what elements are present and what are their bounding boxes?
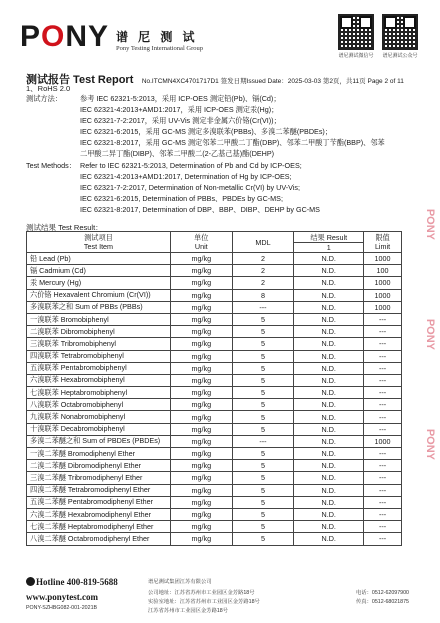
cell-test-item: 铅 Lead (Pb)	[27, 253, 171, 265]
method-label: 测试方法：	[26, 94, 62, 103]
cell-limit: ---	[364, 313, 402, 325]
method-text: IEC 62321-8:2017，采用 GC-MS 测定邻苯二甲酸二丁酯(DBP)、邻苯二甲酸丁苄酯(BBP)、邻苯	[80, 138, 385, 148]
method-line	[26, 193, 320, 204]
method-line	[26, 115, 385, 126]
table-row	[27, 472, 402, 484]
method-line	[26, 160, 320, 171]
table-row	[27, 460, 402, 472]
cell-test-item: 七溴联苯 Heptabromobiphenyl	[27, 387, 171, 399]
table-row	[27, 265, 402, 277]
method-text: IEC 62321-7-2:2017，采用 UV-Vis 测定非金属六价铬(Cr(VI))；	[80, 116, 281, 126]
cell-limit: 1000	[364, 435, 402, 447]
cell-mdl: 2	[232, 253, 294, 265]
cell-test-item: 镉 Cadmium (Cd)	[27, 265, 171, 277]
cell-unit: mg/kg	[170, 508, 232, 520]
phone-icon	[26, 577, 35, 586]
watermark-text: PONY	[424, 318, 436, 350]
method-text: 参考 IEC 62321-5:2013，采用 ICP-OES 测定铅(Pb)、镉(Cd)；	[80, 94, 281, 103]
telephone: 电话：0512-62097900	[356, 590, 410, 596]
cell-mdl: 5	[232, 460, 294, 472]
cell-result: N.D.	[294, 435, 364, 447]
cell-test-item: 八溴联苯 Octabromobiphenyl	[27, 399, 171, 411]
cell-unit: mg/kg	[170, 265, 232, 277]
test-result-table	[26, 231, 402, 546]
cell-limit: 1000	[364, 301, 402, 313]
cell-limit: ---	[364, 399, 402, 411]
company-address: 公司地址：江苏省苏州市工业园区金芳路18号	[148, 590, 255, 596]
cell-unit: mg/kg	[170, 411, 232, 423]
form-code: PONY-SZHBG082-001-2021B	[26, 605, 98, 611]
method-line	[26, 104, 385, 115]
method-text: IEC 62321-4:2013+AMD1:2017, Determination of Hg by ICP-OES;	[80, 172, 292, 182]
table-row	[27, 374, 402, 386]
cell-result: N.D.	[294, 253, 364, 265]
method-text: IEC 62321-6:2015, Determination of PBBs、PBDEs by GC-MS;	[80, 194, 283, 204]
cell-result: N.D.	[294, 484, 364, 496]
table-row	[27, 399, 402, 411]
cell-mdl: 8	[232, 289, 294, 301]
cell-unit: mg/kg	[170, 326, 232, 338]
cell-result: N.D.	[294, 423, 364, 435]
cell-unit: mg/kg	[170, 472, 232, 484]
header-text: 结果 Result	[294, 233, 363, 243]
fax: 传真：0512-68021875	[356, 599, 410, 605]
cell-test-item: 三溴联苯 Tribromobiphenyl	[27, 338, 171, 350]
table-row	[27, 508, 402, 520]
table-header-row	[27, 232, 402, 253]
table-row	[27, 326, 402, 338]
method-line	[26, 93, 385, 104]
header-unit	[170, 232, 232, 253]
cell-test-item: 七溴二苯醚 Heptabromodiphenyl Ether	[27, 521, 171, 533]
cell-unit: mg/kg	[170, 350, 232, 362]
report-footer	[26, 573, 420, 617]
cell-unit: mg/kg	[170, 435, 232, 447]
cell-result: N.D.	[294, 265, 364, 277]
cell-test-item: 六溴联苯 Hexabromobiphenyl	[27, 374, 171, 386]
table-row	[27, 350, 402, 362]
side-watermark	[418, 208, 440, 570]
method-text: IEC 62321-6:2015，采用 GC-MS 测定多溴联苯(PBBs)、多溴二苯醚(PBDEs)；	[80, 127, 333, 137]
cell-limit: ---	[364, 350, 402, 362]
official-account-qr-icon	[382, 14, 418, 50]
cell-result: N.D.	[294, 460, 364, 472]
cell-unit: mg/kg	[170, 374, 232, 386]
header-text: 限值	[375, 233, 390, 242]
cell-test-item: 一溴二苯醚 Bromodiphenyl Ether	[27, 448, 171, 460]
table-row	[27, 289, 402, 301]
header-limit	[364, 232, 402, 253]
table-row	[27, 253, 402, 265]
report-title: 测试报告 Test Report	[26, 74, 134, 86]
cell-limit: ---	[364, 338, 402, 350]
cell-test-item: 六溴二苯醚 Hexabromodiphenyl Ether	[27, 508, 171, 520]
cell-result: N.D.	[294, 496, 364, 508]
cell-result: N.D.	[294, 399, 364, 411]
cell-test-item: 五溴二苯醚 Pentabromodiphenyl Ether	[27, 496, 171, 508]
cell-result: N.D.	[294, 313, 364, 325]
cell-limit: ---	[364, 387, 402, 399]
official-account-qr-label: 谱尼测试公众号	[382, 53, 418, 59]
cell-unit: mg/kg	[170, 277, 232, 289]
cell-mdl: 5	[232, 521, 294, 533]
cell-mdl: 5	[232, 423, 294, 435]
method-line	[26, 126, 385, 137]
cell-result: N.D.	[294, 289, 364, 301]
method-text: 二甲酸二异丁酯(DIBP)、邻苯二甲酸二(2-乙基己基)酯(DEHP)	[80, 149, 275, 159]
header-result	[294, 232, 364, 253]
cell-unit: mg/kg	[170, 423, 232, 435]
test-methods-cn	[26, 93, 385, 160]
method-line	[26, 204, 320, 215]
test-result-title: 测试结果 Test Result：	[26, 223, 103, 232]
method-text: IEC 62321-4:2013+AMD1:2017，采用 ICP-OES 测定汞(Hg)；	[80, 105, 279, 115]
cell-result: N.D.	[294, 411, 364, 423]
cell-result: N.D.	[294, 533, 364, 545]
cell-limit: ---	[364, 472, 402, 484]
header-text: Unit	[194, 242, 208, 251]
cell-test-item: 多溴二苯醚之和 Sum of PBDEs (PBDEs)	[27, 435, 171, 447]
cell-unit: mg/kg	[170, 521, 232, 533]
cell-mdl: 5	[232, 387, 294, 399]
cell-unit: mg/kg	[170, 289, 232, 301]
cell-mdl: 5	[232, 350, 294, 362]
table-row	[27, 521, 402, 533]
logo-letter-p: P	[20, 20, 42, 53]
header-mdl	[232, 232, 294, 253]
cell-result: N.D.	[294, 301, 364, 313]
cell-test-item: 四溴二苯醚 Tetrabromodiphenyl Ether	[27, 484, 171, 496]
lab-address: 实验室地址：江苏省苏州市工业园区金芳路18号	[148, 599, 260, 605]
cell-test-item: 三溴二苯醚 Tribromodiphenyl Ether	[27, 472, 171, 484]
wechat-qr-icon	[338, 14, 374, 50]
lab-address-2: 江苏省苏州市工业园区金芳路18号	[148, 608, 229, 614]
table-row	[27, 277, 402, 289]
wechat-qr-label: 谱尼测试微信号	[338, 53, 374, 59]
cell-mdl: 5	[232, 362, 294, 374]
cell-mdl: 5	[232, 484, 294, 496]
cell-result: N.D.	[294, 387, 364, 399]
cell-test-item: 四溴联苯 Tetrabromobiphenyl	[27, 350, 171, 362]
cell-unit: mg/kg	[170, 460, 232, 472]
cell-unit: mg/kg	[170, 399, 232, 411]
cell-limit: ---	[364, 326, 402, 338]
table-row	[27, 484, 402, 496]
method-text: IEC 62321-8:2017, Determination of DBP、BBP、DIBP、DEHP by GC-MS	[80, 205, 320, 215]
method-label: Test Methods：	[26, 161, 76, 170]
cell-mdl: 5	[232, 496, 294, 508]
logo-letters-ny: NY	[65, 20, 110, 53]
cell-test-item: 多溴联苯之和 Sum of PBBs (PBBs)	[27, 301, 171, 313]
cell-limit: ---	[364, 521, 402, 533]
logo-chinese-name: 谱 尼 测 试	[116, 30, 198, 44]
header-text: Limit	[374, 242, 391, 251]
pony-logo	[20, 22, 109, 52]
table-row	[27, 533, 402, 545]
method-line	[26, 137, 385, 148]
hotline	[26, 577, 118, 587]
cell-test-item: 八溴二苯醚 Octabromodiphenyl Ether	[27, 533, 171, 545]
cell-result: N.D.	[294, 374, 364, 386]
cell-result: N.D.	[294, 448, 364, 460]
cell-limit: ---	[364, 362, 402, 374]
method-line	[26, 148, 385, 159]
cell-test-item: 汞 Mercury (Hg)	[27, 277, 171, 289]
cell-test-item: 五溴联苯 Pentabromobiphenyl	[27, 362, 171, 374]
cell-unit: mg/kg	[170, 313, 232, 325]
cell-mdl: 5	[232, 411, 294, 423]
cell-mdl: 5	[232, 448, 294, 460]
table-row	[27, 435, 402, 447]
cell-unit: mg/kg	[170, 484, 232, 496]
cell-limit: ---	[364, 460, 402, 472]
cell-result: N.D.	[294, 362, 364, 374]
cell-result: N.D.	[294, 472, 364, 484]
cell-unit: mg/kg	[170, 301, 232, 313]
report-header	[20, 14, 420, 62]
cell-mdl: ---	[232, 435, 294, 447]
cell-limit: ---	[364, 484, 402, 496]
qr-codes	[338, 14, 422, 62]
cell-mdl: 5	[232, 533, 294, 545]
report-meta: No.ITCMN4XC4701717D1 签发日期Issued Date：2025-03-03 第2页，共11页 Page 2 of 11	[141, 78, 404, 85]
cell-result: N.D.	[294, 338, 364, 350]
cell-limit: ---	[364, 448, 402, 460]
header-test-item	[27, 232, 171, 253]
watermark-text: PONY	[424, 208, 436, 240]
cell-limit: ---	[364, 508, 402, 520]
table-row	[27, 448, 402, 460]
table-row	[27, 411, 402, 423]
cell-test-item: 九溴联苯 Nonabromobiphenyl	[27, 411, 171, 423]
cell-limit: ---	[364, 374, 402, 386]
header-text: MDL	[255, 237, 271, 247]
cell-test-item: 二溴联苯 Dibromobiphenyl	[27, 326, 171, 338]
method-text: Refer to IEC 62321-5:2013, Determination of Pb and Cd by ICP-OES;	[80, 161, 302, 170]
cell-limit: 1000	[364, 253, 402, 265]
cell-limit: ---	[364, 423, 402, 435]
table-row	[27, 301, 402, 313]
cell-unit: mg/kg	[170, 338, 232, 350]
table-row	[27, 313, 402, 325]
cell-test-item: 一溴联苯 Bromobiphenyl	[27, 313, 171, 325]
website-link[interactable]: www.ponytest.com	[26, 592, 98, 602]
table-row	[27, 362, 402, 374]
cell-mdl: 5	[232, 313, 294, 325]
cell-test-item: 二溴二苯醚 Dibromodiphenyl Ether	[27, 460, 171, 472]
table-row	[27, 387, 402, 399]
cell-result: N.D.	[294, 508, 364, 520]
cell-unit: mg/kg	[170, 387, 232, 399]
cell-test-item: 六价铬 Hexavalent Chromium (Cr(VI))	[27, 289, 171, 301]
report-title-line	[26, 70, 426, 88]
cell-mdl: 5	[232, 508, 294, 520]
cell-limit: 1000	[364, 277, 402, 289]
hotline-text: Hotline 400-819-5688	[36, 577, 118, 587]
cell-test-item: 十溴联苯 Decabromobiphenyl	[27, 423, 171, 435]
cell-mdl: 5	[232, 326, 294, 338]
cell-unit: mg/kg	[170, 253, 232, 265]
method-text: IEC 62321-7-2:2017, Determination of Non-metallic Cr(VI) by UV-Vis;	[80, 183, 300, 193]
logo-english-name: Pony Testing International Group	[116, 45, 203, 52]
table-row	[27, 496, 402, 508]
logo-letter-o: O	[41, 20, 66, 53]
header-text: 单位	[194, 233, 209, 242]
cell-limit: ---	[364, 411, 402, 423]
cell-mdl: 5	[232, 374, 294, 386]
header-text: 1	[326, 242, 331, 252]
cell-limit: 100	[364, 265, 402, 277]
table-row	[27, 338, 402, 350]
cell-mdl: 5	[232, 472, 294, 484]
cell-limit: ---	[364, 533, 402, 545]
cell-unit: mg/kg	[170, 448, 232, 460]
cell-result: N.D.	[294, 277, 364, 289]
section-heading: 1、RoHS 2.0	[26, 84, 71, 93]
header-text: Test Item	[83, 242, 114, 251]
watermark-text: PONY	[424, 428, 436, 460]
cell-mdl: 5	[232, 338, 294, 350]
cell-result: N.D.	[294, 326, 364, 338]
cell-result: N.D.	[294, 521, 364, 533]
cell-result: N.D.	[294, 350, 364, 362]
cell-limit: ---	[364, 496, 402, 508]
test-methods-en	[26, 160, 320, 215]
method-line	[26, 182, 320, 193]
cell-mdl: 2	[232, 265, 294, 277]
header-text: 测试项目	[84, 233, 113, 242]
company-name: 谱尼测试集团江苏有限公司	[148, 579, 212, 585]
cell-mdl: ---	[232, 301, 294, 313]
table-row	[27, 423, 402, 435]
cell-unit: mg/kg	[170, 362, 232, 374]
method-line	[26, 171, 320, 182]
cell-mdl: 5	[232, 399, 294, 411]
cell-unit: mg/kg	[170, 496, 232, 508]
cell-mdl: 2	[232, 277, 294, 289]
cell-limit: 1000	[364, 289, 402, 301]
cell-unit: mg/kg	[170, 533, 232, 545]
